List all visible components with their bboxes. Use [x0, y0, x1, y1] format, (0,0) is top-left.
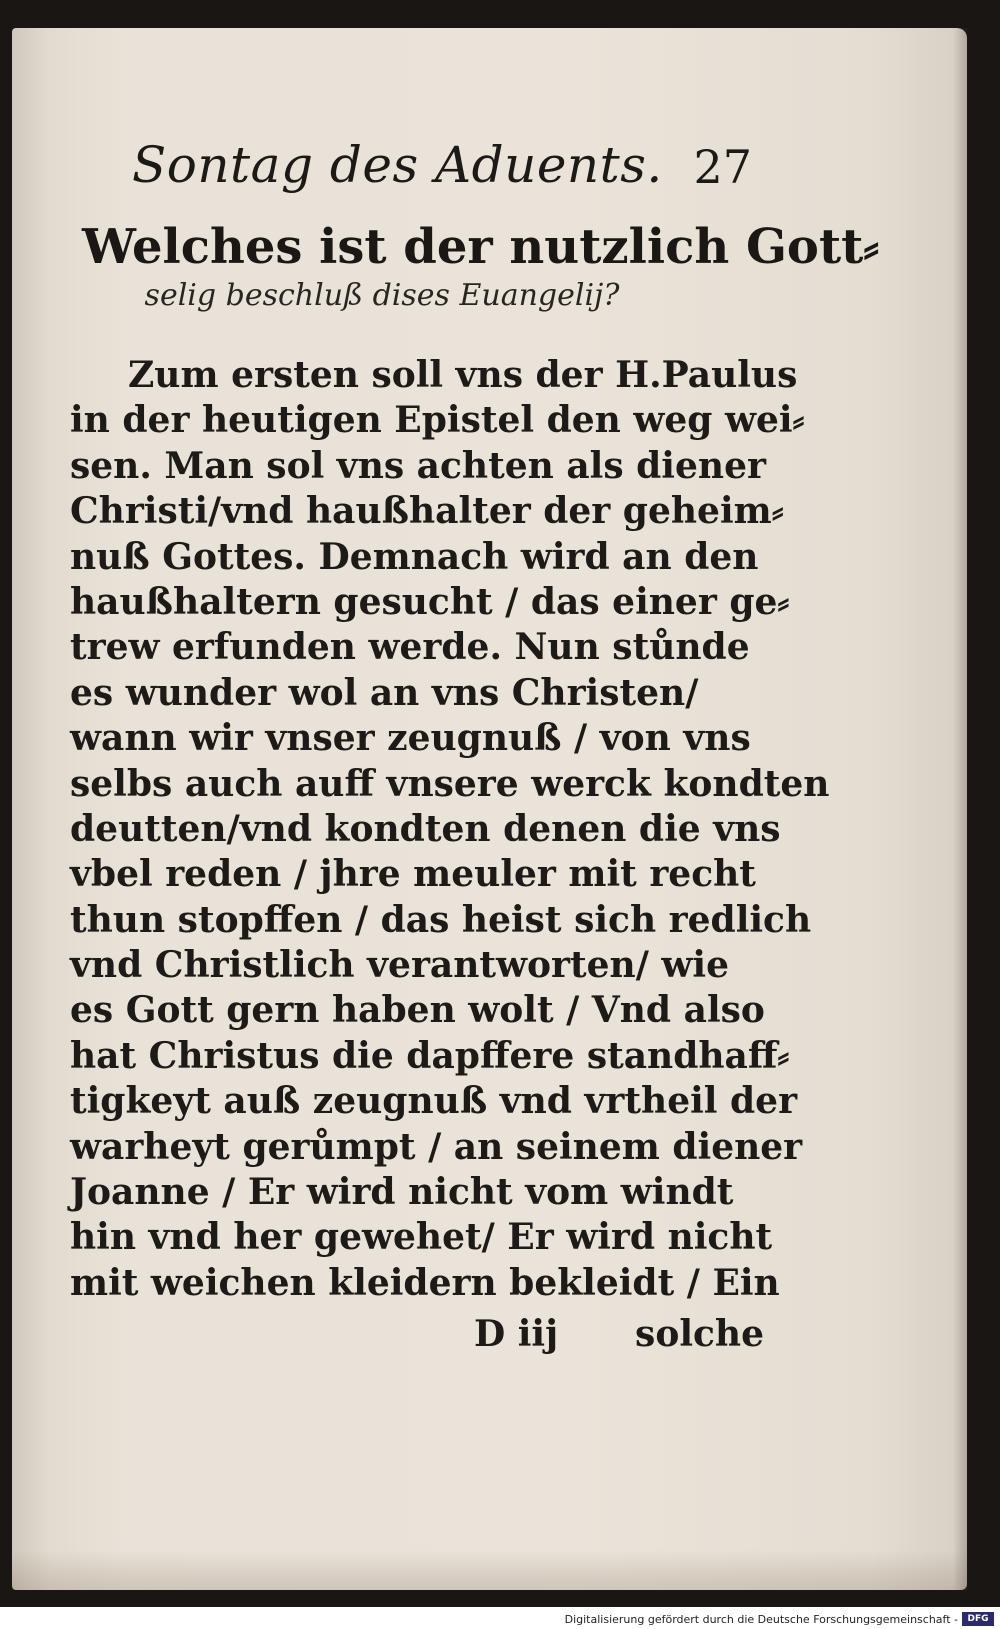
text-line: deutten/vnd kondten denen die vns — [70, 807, 781, 850]
page-edge-shadow — [953, 28, 967, 1590]
question-subheading: selig beschluß dises Euangelij? — [144, 278, 620, 313]
text-line: Zum ersten soll vns der H.Paulus — [128, 354, 798, 396]
text-line: wann wir vnser zeugnuß / von vns — [70, 717, 751, 760]
section-question — [82, 218, 880, 316]
book-page — [12, 28, 967, 1590]
body-text — [70, 353, 830, 1306]
text-line: warheyt gerůmpt / an seinem diener — [70, 1125, 803, 1168]
page-header — [132, 136, 752, 206]
text-line: sen. Man sol vns achten als diener — [70, 444, 766, 487]
footer-bar — [0, 1607, 1000, 1629]
text-line: tigkeyt auß zeugnuß vnd vrtheil der — [70, 1080, 798, 1123]
text-line: es Gott gern haben wolt / Vnd also — [70, 989, 765, 1032]
text-line: nuß Gottes. Demnach wird an den — [70, 535, 759, 578]
catchword: solche — [635, 1313, 764, 1355]
page-bottom-stain — [12, 1550, 967, 1590]
running-head: Sontag des Aduents. — [132, 136, 663, 194]
text-line: haußhaltern gesucht / das einer ge⸗ — [70, 580, 790, 623]
text-line: selbs auch auff vnsere werck kondten — [70, 762, 830, 805]
text-line: hat Christus die dapffere standhaff⸗ — [70, 1034, 790, 1077]
catchline — [474, 1313, 764, 1363]
text-line: Joanne / Er wird nicht vom windt — [70, 1171, 734, 1214]
text-line: hin vnd her gewehet/ Er wird nicht — [70, 1216, 773, 1259]
signature-mark: D iij — [474, 1313, 559, 1355]
text-line: vnd Christlich verantworten/ wie — [70, 944, 729, 987]
funding-credit: Digitalisierung gefördert durch die Deutsche Forschungsgemeinschaft - — [564, 1613, 958, 1626]
text-line: thun stopffen / das heist sich redlich — [70, 898, 812, 941]
text-line: mit weichen kleidern bekleidt / Ein — [70, 1261, 780, 1304]
text-line: es wunder wol an vns Christen/ — [70, 671, 699, 714]
question-heading: Welches ist der nutzlich Gott⸗ — [82, 219, 880, 275]
text-line: vbel reden / jhre meuler mit recht — [70, 853, 756, 896]
dfg-logo: DFG — [962, 1612, 994, 1626]
page-number: 27 — [693, 140, 752, 194]
text-line: in der heutigen Epistel den weg wei⸗ — [70, 399, 805, 442]
text-line: trew erfunden werde. Nun stůnde — [70, 626, 750, 669]
text-line: Christi/vnd haußhalter der geheim⸗ — [70, 490, 784, 533]
